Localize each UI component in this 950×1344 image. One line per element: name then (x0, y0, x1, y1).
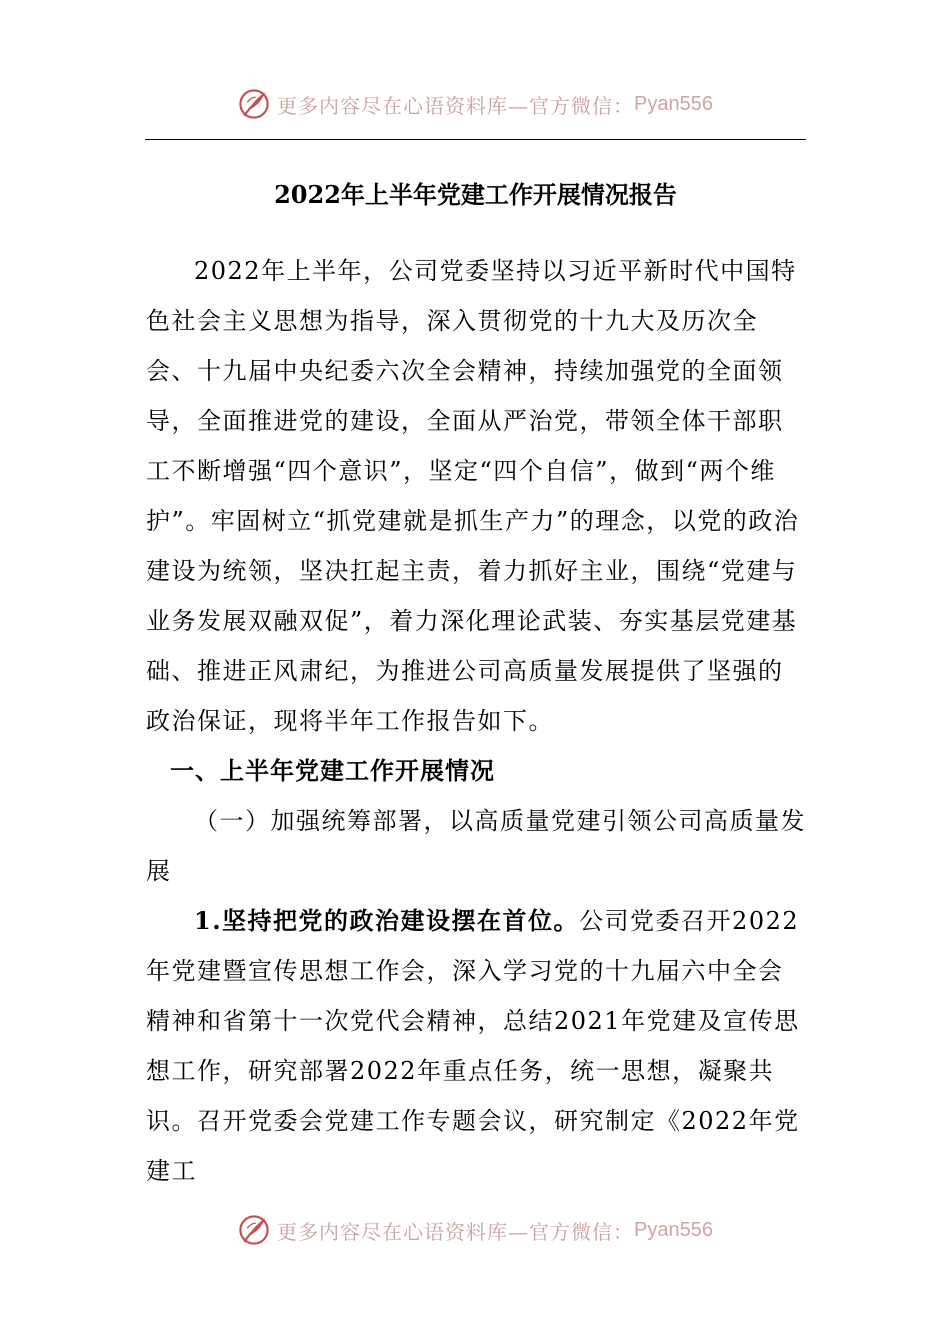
watermark-header (0, 84, 950, 124)
item-lead: 1.坚持把党的政治建设摆在首位。 (194, 906, 580, 935)
header-divider (145, 139, 806, 140)
watermark-text: 更多内容尽在心语资料库—官方微信： (277, 1219, 635, 1244)
item-text: 公司党委召开2022年党建暨宣传思想工作会，深入学习党的十九届六中全会精神和省第十一次党代会精神，总结2021年党建及宣传思想工作，研究部署2022年重点任务，统一思想，凝聚共识。召开党委会党建工作专题会议，研究制定《2022年党建工 (146, 907, 800, 1185)
watermark-wechat-id: Pyan556 (634, 92, 713, 115)
document-title: 2022年上半年党建工作开展情况报告 (274, 180, 677, 209)
item-paragraph (146, 896, 808, 1196)
watermark-footer (0, 1210, 950, 1250)
document-body (146, 246, 808, 1196)
section-heading: 一、上半年党建工作开展情况 (170, 757, 495, 785)
intro-paragraph: 2022年上半年，公司党委坚持以习近平新时代中国特色社会主义思想为指导，深入贯彻党的十九大及历次全会、十九届中央纪委六次全会精神，持续加强党的全面领导，全面推进党的建设，全面从严治党，带领全体干部职工不断增强“四个意识”，坚定“四个自信”，做到“两个维护”。牢固树立“抓党建就是抓生产力”的理念，以党的政治建设为统领，坚决扛起主责，着力抓好主业，围绕“党建与业务发展双融双促”，着力深化理论武装、夯实基层党建基础、推进正风肃纪，为推进公司高质量发展提供了坚强的政治保证，现将半年工作报告如下。 (146, 257, 800, 735)
quill-logo-icon (237, 1213, 271, 1247)
watermark-wechat-id: Pyan556 (634, 1218, 713, 1241)
subsection-heading: （一）加强统筹部署，以高质量党建引领公司高质量发展 (146, 807, 806, 885)
watermark-text: 更多内容尽在心语资料库—官方微信： (277, 93, 635, 118)
quill-logo-icon (237, 87, 271, 121)
